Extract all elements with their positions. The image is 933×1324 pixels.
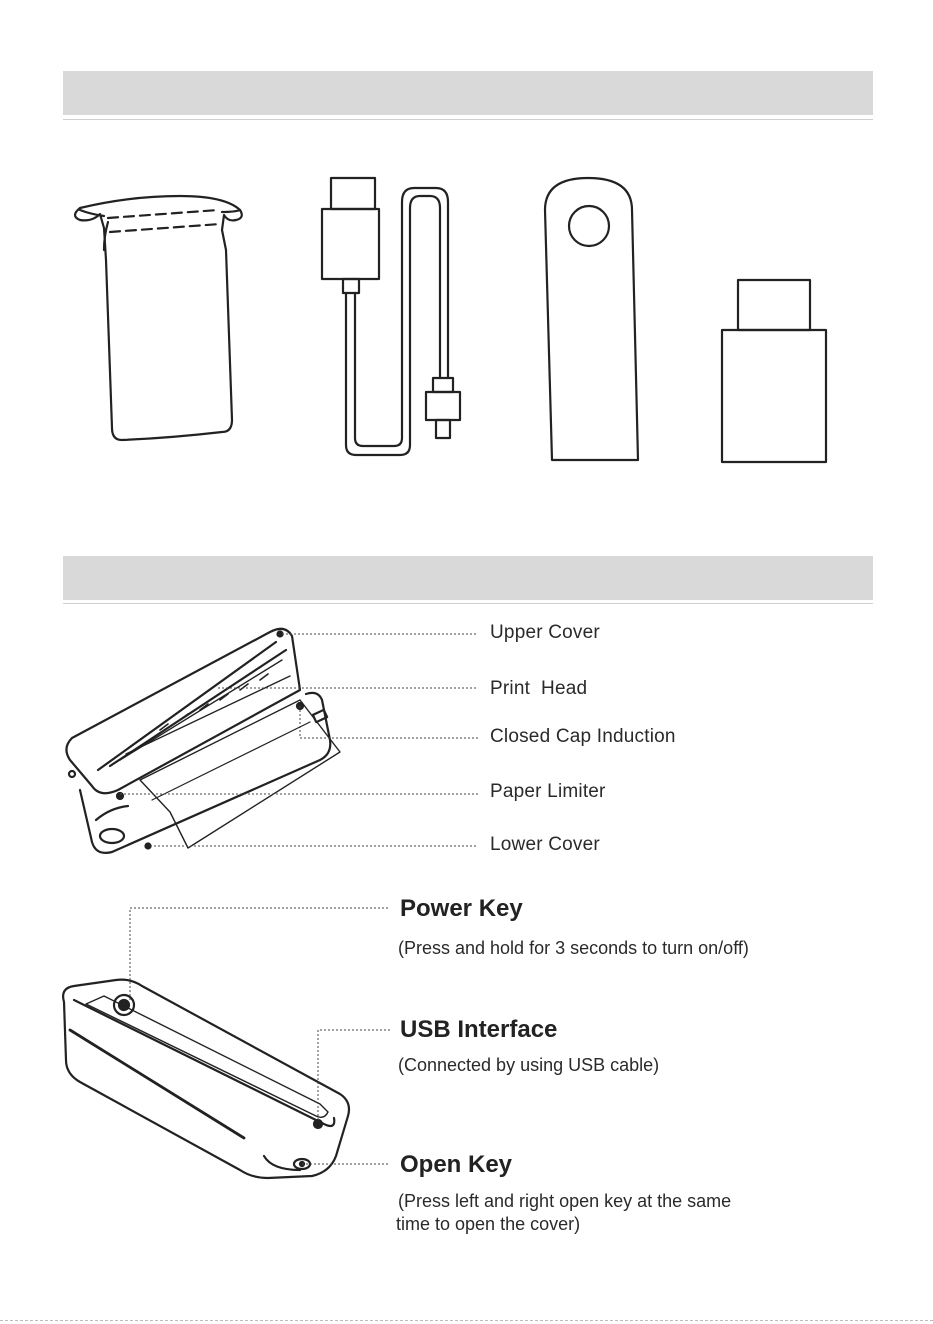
usb-interface-title: USB Interface	[400, 1016, 558, 1043]
label-closed-cap-induction: Closed Cap Induction	[490, 726, 676, 747]
page-bottom-edge	[0, 1320, 933, 1321]
cleaning-strip-icon	[545, 178, 638, 460]
usb-cable-icon	[322, 178, 460, 455]
pouch-icon	[75, 196, 242, 440]
open-key-desc-line2: time to open the cover)	[396, 1214, 581, 1234]
label-paper-limiter: Paper Limiter	[490, 781, 606, 802]
open-printer-icon	[66, 629, 340, 853]
label-print-head: Print Head	[490, 678, 588, 699]
power-key-title: Power Key	[400, 895, 523, 922]
power-key-desc: (Press and hold for 3 seconds to turn on/off)	[398, 938, 749, 958]
usb-adapter-icon	[722, 280, 826, 462]
label-lower-cover: Lower Cover	[490, 834, 600, 855]
open-key-desc-line1: (Press left and right open key at the same	[398, 1191, 732, 1211]
open-key-title: Open Key	[400, 1151, 513, 1178]
label-upper-cover: Upper Cover	[490, 622, 600, 643]
usb-interface-desc: (Connected by using USB cable)	[398, 1055, 660, 1075]
closed-printer-icon	[63, 980, 349, 1178]
